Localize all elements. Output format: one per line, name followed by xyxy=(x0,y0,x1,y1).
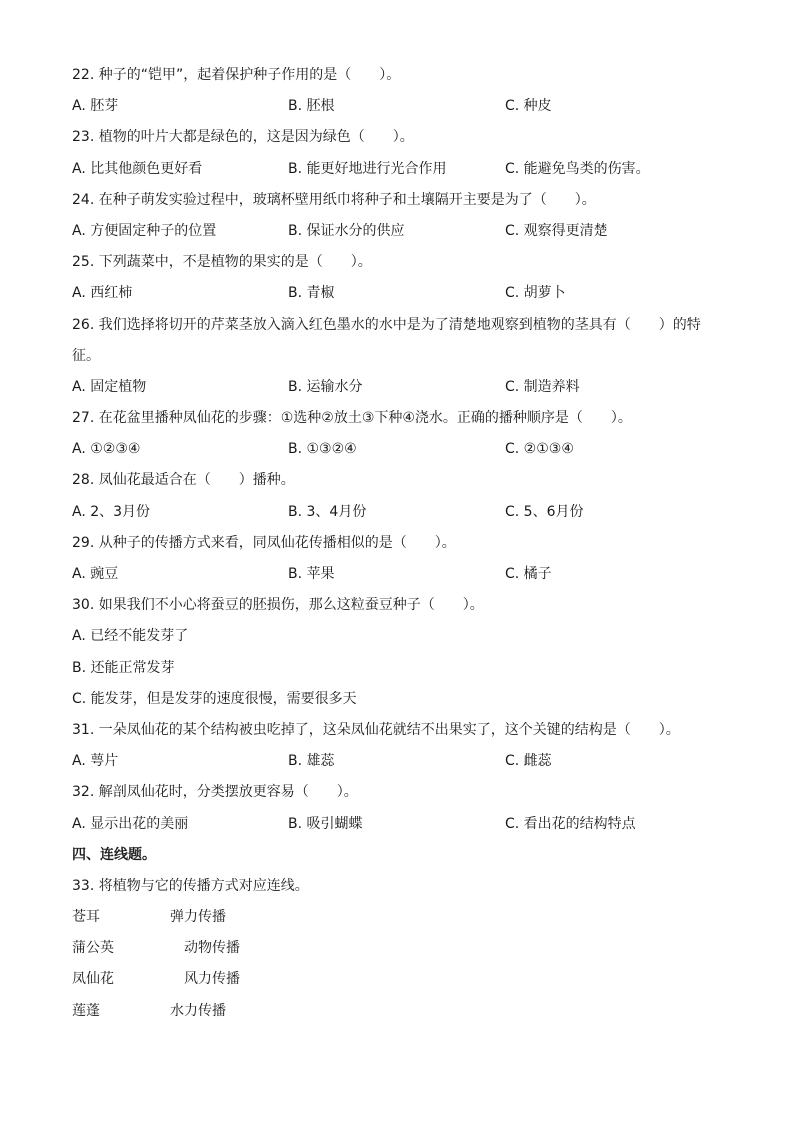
option-c: C. 观察得更清楚 xyxy=(505,222,608,239)
section-title: 四、连线题。 xyxy=(72,846,156,863)
question-25-options xyxy=(72,282,722,313)
option-c: C. ②①③④ xyxy=(505,441,574,458)
option-c: C. 胡萝卜 xyxy=(505,285,566,302)
option-c: C. 雌蕊 xyxy=(505,753,552,770)
option-a: A. 方便固定种子的位置 xyxy=(72,222,217,239)
option-c: C. 橘子 xyxy=(505,566,552,583)
question-30-stem: 30. 如果我们不小心将蚕豆的胚损伤，那么这粒蚕豆种子（ ）。 xyxy=(72,597,484,614)
match-row xyxy=(72,906,722,937)
exam-page xyxy=(72,64,722,1031)
option-a: A. 显示出花的美丽 xyxy=(72,815,189,832)
option-b: B. 能更好地进行光合作用 xyxy=(288,160,447,177)
option-a: A. 已经不能发芽了 xyxy=(72,628,189,645)
question-27-stem: 27. 在花盆里播种凤仙花的步骤：①选种②放土③下种④浇水。正确的播种顺序是（ ）。 xyxy=(72,410,632,427)
question-23-options xyxy=(72,158,722,189)
option-a: A. 固定植物 xyxy=(72,378,147,395)
question-29-options xyxy=(72,563,722,594)
option-b: B. 青椒 xyxy=(288,285,335,302)
option-b: B. 还能正常发芽 xyxy=(72,659,175,676)
match-method: 动物传播 xyxy=(184,940,240,957)
question-24-options xyxy=(72,220,722,251)
match-method: 弹力传播 xyxy=(170,909,226,926)
option-c: C. 制造养料 xyxy=(505,378,580,395)
option-a: A. 西红柿 xyxy=(72,285,133,302)
question-28-options xyxy=(72,501,722,532)
option-c: C. 看出花的结构特点 xyxy=(505,815,636,832)
question-31-stem: 31. 一朵凤仙花的某个结构被虫吃掉了，这朵凤仙花就结不出果实了，这个关键的结构是（ ）。 xyxy=(72,721,680,738)
match-plant: 苍耳 xyxy=(72,909,100,926)
question-26-stem: 26. 我们选择将切开的芹菜茎放入滴入红色墨水的水中是为了清楚地观察到植物的茎具有（ ）的特征。 xyxy=(72,316,701,364)
question-33-stem: 33. 将植物与它的传播方式对应连线。 xyxy=(72,877,309,894)
option-a: A. 豌豆 xyxy=(72,566,119,583)
match-row xyxy=(72,1000,722,1031)
option-b: B. ①③②④ xyxy=(288,441,357,458)
option-a: A. 萼片 xyxy=(72,753,119,770)
question-23-stem: 23. 植物的叶片大都是绿色的，这是因为绿色（ ）。 xyxy=(72,129,414,146)
match-plant: 莲蓬 xyxy=(72,1002,100,1019)
option-c: C. 种皮 xyxy=(505,98,552,115)
option-c: C. 能避免鸟类的伤害。 xyxy=(505,160,650,177)
question-29-stem: 29. 从种子的传播方式来看，同凤仙花传播相似的是（ ）。 xyxy=(72,534,456,551)
option-b: B. 吸引蝴蝶 xyxy=(288,815,363,832)
question-31-options xyxy=(72,750,722,781)
option-b: B. 雄蕊 xyxy=(288,753,335,770)
match-plant: 凤仙花 xyxy=(72,971,114,988)
match-row xyxy=(72,937,722,968)
match-plant: 蒲公英 xyxy=(72,940,114,957)
option-a: A. 比其他颜色更好看 xyxy=(72,160,203,177)
question-32-options xyxy=(72,813,722,844)
option-c: C. 5、6月份 xyxy=(505,503,584,520)
question-27-options xyxy=(72,438,722,469)
question-25-stem: 25. 下列蔬菜中，不是植物的果实的是（ ）。 xyxy=(72,254,372,271)
match-method: 风力传播 xyxy=(184,971,240,988)
option-c: C. 能发芽，但是发芽的速度很慢，需要很多天 xyxy=(72,690,357,707)
question-32-stem: 32. 解剖凤仙花时，分类摆放更容易（ ）。 xyxy=(72,784,358,801)
question-22-options xyxy=(72,95,722,126)
option-a: A. 胚芽 xyxy=(72,98,119,115)
option-b: B. 苹果 xyxy=(288,566,335,583)
match-method: 水力传播 xyxy=(170,1002,226,1019)
question-26-options xyxy=(72,376,722,407)
option-b: B. 保证水分的供应 xyxy=(288,222,405,239)
option-b: B. 3、4月份 xyxy=(288,503,367,520)
option-a: A. ①②③④ xyxy=(72,441,141,458)
option-a: A. 2、3月份 xyxy=(72,503,151,520)
option-b: B. 运输水分 xyxy=(288,378,363,395)
question-24-stem: 24. 在种子萌发实验过程中，玻璃杯壁用纸巾将种子和土壤隔开主要是为了（ ）。 xyxy=(72,191,596,208)
match-row xyxy=(72,968,722,999)
question-28-stem: 28. 凤仙花最适合在（ ）播种。 xyxy=(72,472,295,489)
option-b: B. 胚根 xyxy=(288,98,335,115)
question-22-stem: 22. 种子的“铠甲”，起着保护种子作用的是（ ）。 xyxy=(72,67,401,83)
